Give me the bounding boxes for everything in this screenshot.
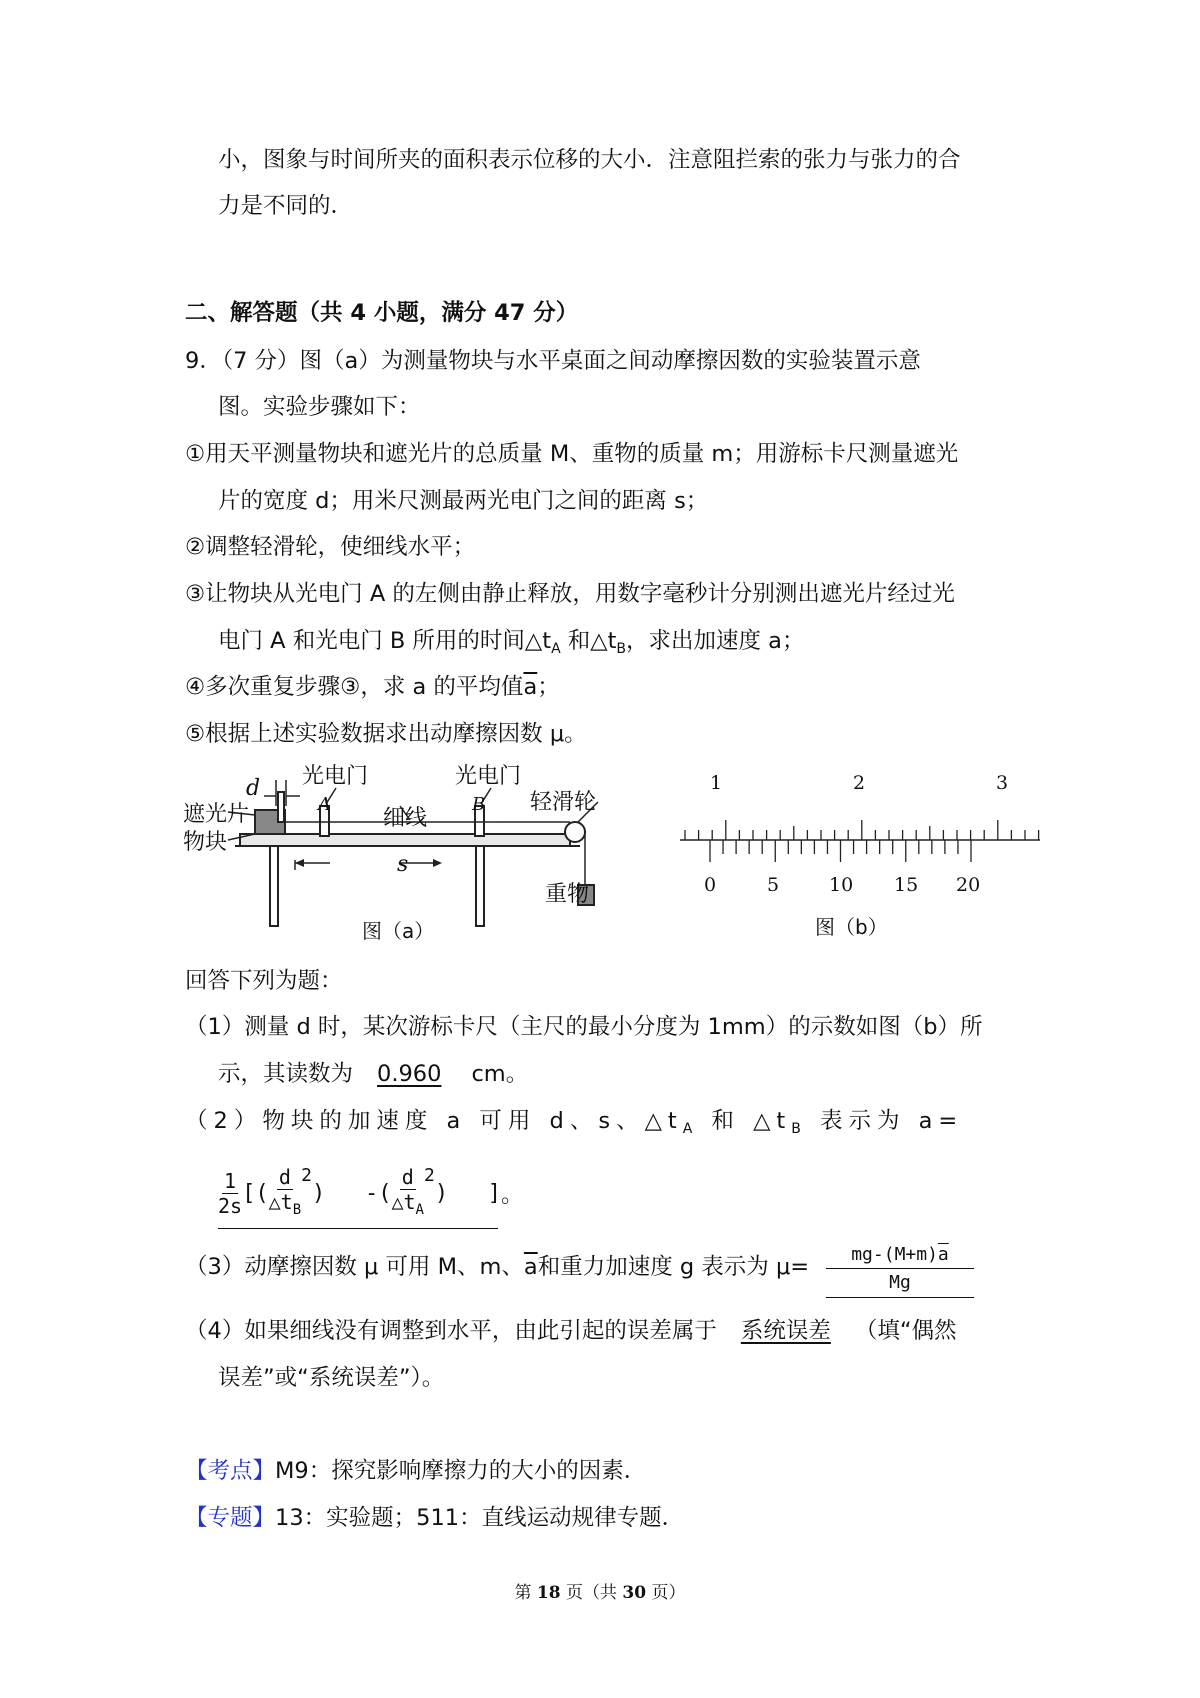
label-gate-B: B [472,794,486,815]
main-scale-label: 3 [996,772,1009,794]
text-line: 小，图象与时间所夹的面积表示位移的大小．注意阻拦索的张力与张力的合 [218,147,961,173]
label-pulley: 轻滑轮 [530,790,597,815]
step-4: ④多次重复步骤③，求 a 的平均值$\overline{a}$； [185,674,560,700]
label-gate-A: A [318,794,331,815]
label-d: d [246,776,261,801]
answer-4-cont: 误差”或“系统误差”）。 [218,1365,445,1391]
vernier-scale-label: 20 [956,874,981,896]
zhuanti-tag: 【专题】 [185,1505,276,1531]
question-line: 图。实验步骤如下： [218,394,421,420]
figure-a-caption: 图（a） [362,919,435,943]
vernier-scale-label: 10 [829,874,854,896]
main-scale-label: 1 [710,772,723,794]
kaodian-note: 【考点】M9：探究影响摩擦力的大小的因素． [185,1458,647,1484]
step-3: ③让物块从光电门 A 的左侧由静止释放，用数字毫秒计分别测出遮光片经过光 [185,581,955,607]
kaodian-tag: 【考点】 [185,1458,276,1484]
vernier-scale-label: 5 [767,874,780,896]
label-block: 物块 [183,830,228,855]
answer-2-formula: $\frac{1}{2s}$ [( $\frac{d}{\triangle t_B}$ 2 ) -( $\frac{d}{\triangle t_A}$ 2 ) ] 。 [218,1158,498,1229]
question-line: 9．（7 分）图（a）为测量物块与水平桌面之间动摩擦因数的实验装置示意 [185,348,921,374]
vernier-scale-label: 0 [704,874,717,896]
answer-3-line: （3）动摩擦因数 μ 可用 M、m、$\overline{a}$和重力加速度 g 表示为 μ= [185,1254,810,1280]
label-string: 细线 [383,806,428,831]
step-1: ①用天平测量物块和遮光片的总质量 M、重物的质量 m；用游标卡尺测量遮光 [185,441,959,467]
figure-b-caption: 图（b） [815,915,888,939]
answer-3-formula: $mg-(M+m)\overline{a}$ Mg [826,1242,974,1298]
answer-1-value-line: 示，其读数为 0.960 cm。 [218,1061,529,1087]
main-scale-label: 2 [853,772,866,794]
section-title: 二、解答题（共 4 小题，满分 47 分） [185,300,579,326]
label-gate-2: 光电门 [455,764,522,789]
answer-2-line: （2）物块的加速度 a 可用 d、s、$\triangle t_A$ 和 $\triangle t_B$ 表示为 a= [185,1108,964,1137]
answer-4-line: （4）如果细线没有调整到水平，由此引起的误差属于 系统误差 （填“偶然 [185,1318,957,1344]
page-footer: 第 18 页（共 30 页） [514,1583,686,1603]
answer-intro: 回答下列为题： [185,968,343,994]
vernier-scale-label: 15 [894,874,919,896]
step-2: ②调整轻滑轮，使细线水平； [185,534,476,560]
answer-1-line: （1）测量 d 时，某次游标卡尺（主尺的最小分度为 1mm）的示数如图（b）所 [185,1014,983,1040]
step-3-cont: 电门 A 和光电门 B 所用的时间$\triangle t_A$ 和$\triangle t_B$，求出加速度 a； [218,628,805,657]
label-shading: 遮光片 [183,802,250,827]
label-weight: 重物 [545,882,590,907]
label-s: s [397,852,409,877]
text-line: 力是不同的． [218,193,354,219]
figure-b-vernier [680,810,1040,870]
answer-1-value: 0.960 [377,1061,442,1087]
answer-4-value: 系统误差 [740,1318,831,1344]
step-1-cont: 片的宽度 d；用米尺测最两光电门之间的距离 s； [218,488,709,514]
label-gate-1: 光电门 [302,764,369,789]
zhuanti-note: 【专题】13：实验题；511：直线运动规律专题． [185,1505,685,1531]
step-5: ⑤根据上述实验数据求出动摩擦因数 μ。 [185,721,587,747]
